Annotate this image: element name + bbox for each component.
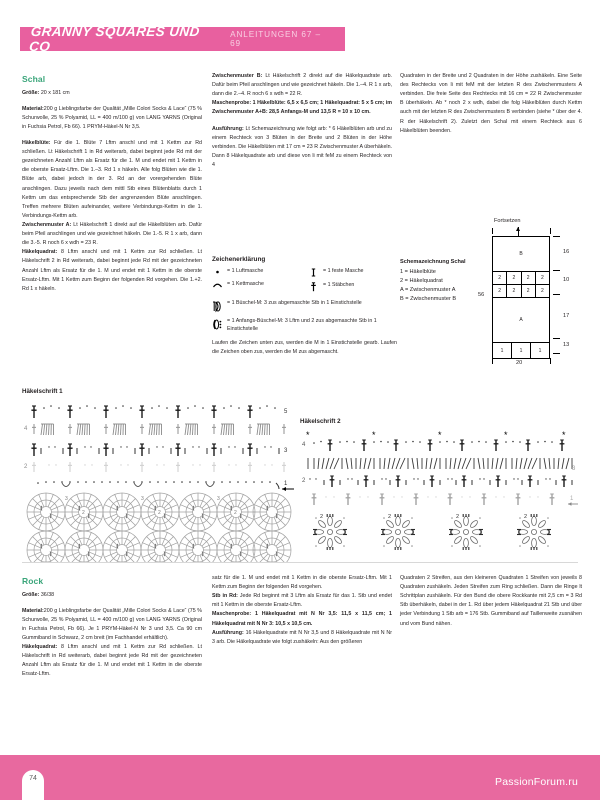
dim-tick [550, 358, 551, 364]
page-number-badge: 74 [22, 770, 44, 800]
rock-section-title: Rock [22, 576, 44, 586]
schal-haekelbluete-label: Häkelblüte: [22, 140, 51, 147]
rock-haekelquadrat-label: Häkelquadrat: [22, 644, 58, 651]
schema-cell: 2 [540, 288, 544, 294]
rock-maschenprobe [212, 610, 392, 628]
zeichenerklaerung-title: Zeichenerklärung [212, 256, 266, 263]
svg-text:2: 2 [456, 514, 460, 520]
repeat-markers [306, 430, 566, 440]
svg-text:*: * [306, 430, 310, 440]
schema-cell: B [519, 251, 523, 257]
zeichenerklaerung-block [212, 256, 397, 357]
schal-haekelbluete-text: Für die 1. Blüte 7 Lftm anschl und mit 1 Kettm zur Rd schließen. Lt Häkelschrift 1 in Rd weiterarb, dabei beginnt jede Rd mit der gezeichneten Anzahl Lftm als Ersatz für die 1. M und endet mit 1 Kettm in die oberste Ersatz-Lftm. Die 1.–3. Rd 1 x häkeln. Alle folg Blüten wie die 1. Blüte arb, dabei jedoch in der 3. Rd an der vorergehenden Blüte anschlingen. Dazu jeweils nach dem mittl Stb eines Blütenblatts durch 1 Kettm um das entsprechende Stb der angrenzenden Blüte anschlingen. Treffen mehrere Blüten aufeinander, weitere Verbindungs-Kettm in die 1. Verbindungs-Kettm arb. [22, 140, 202, 219]
schema-dim-16: 16 [563, 249, 570, 255]
schal-material-label: Material: [22, 105, 44, 112]
schal-material [22, 105, 202, 132]
schemazeichnung-schal [398, 218, 593, 378]
schema-dim-13: 13 [563, 342, 570, 348]
schal-haekelquadrat [22, 248, 202, 294]
svg-text:2: 2 [234, 510, 237, 516]
legend-col-left [212, 268, 298, 296]
schema-row-a [493, 298, 549, 343]
schema-cell: 1 [538, 347, 542, 354]
row-number-3: 3 [572, 466, 576, 472]
schal-ausfuehrung-label: Ausführung: [212, 125, 244, 132]
section-divider [22, 562, 578, 563]
legend-note: Laufen die Zeichen unten zus, werden die M in 1 Einstichstelle gearb. Laufen die Zeichen oben zus, werden die M zus abgemascht. [212, 340, 397, 356]
rock-size-value: 36/38 [40, 591, 55, 598]
legend-symbol-grid [212, 268, 397, 296]
svg-text:3: 3 [217, 496, 220, 502]
row-number-1: 1 [284, 481, 288, 487]
schal-size [22, 89, 202, 98]
schema-dim-56: 56 [478, 292, 485, 298]
haekelschrift2-svg [300, 428, 578, 560]
column-three [400, 72, 582, 136]
legend-item [308, 268, 394, 279]
schal-haekelquadrat-label: Häkelquadrat: [22, 249, 58, 256]
schema-dim-17: 17 [563, 313, 570, 319]
legend-item [212, 318, 397, 334]
schal-ausfuehrung-cont: Quadraten in der Breite und 2 Quadraten in der Höhe zushäkeln. Eine Seite des Rechtecks von li mit feM mit der letzten R des Zwischenmusters A verbinden. Die freie Seite des Rechtecks mit 16 cm = 22 R Zwischenmuster B überhäkeln. Ab * noch 2 x wdh, dabei die folg Häkelblüten durch Kettm auch mit der letzten R des Zwischenmusters B verbinden (siehe * über der 4. R der Häkelschrift 2). Zuletzt den Schal mit einem Rechteck aus 6 Häkelblüten beenden. [400, 73, 582, 134]
svg-text:2: 2 [158, 510, 161, 516]
schal-haekelquadrat-text: 8 Lftm anschl und mit 1 Kettm zur Rd schließen. Lt Häkelschrift 2 in Rd weiterarb, dabei beginnt jede Rd mit der gezeichneten Anzahl Lftm als Ersatz für die 1. M und endet mit 1 Kettm in die oberste Ersatz-Lftm. Mit 1 Kettm zum Beginn der folgenden Rd vorgehen. Die 1.+2. Rd 1 x häkeln. [22, 249, 202, 292]
row-number-4: 4 [24, 426, 28, 432]
rock-maschenprobe-text: 1 Häkelquadrat mit N Nr 3,5: 11,5 x 11,5 cm; 1 Häkelquadrat mit N Nr 3: 10,5 x 10,5 cm. [212, 611, 392, 627]
svg-text:*: * [504, 430, 508, 440]
schal-size-value: 20 x 181 cm [40, 89, 70, 96]
luftmasche-icon [212, 268, 223, 278]
schema-legend-item: 1 = Häkelblüte [400, 269, 436, 276]
dim-tick [553, 270, 560, 271]
schema-dim-10: 10 [563, 277, 570, 283]
schema-grid [492, 236, 550, 359]
row-number-5: 5 [284, 409, 288, 415]
svg-text:*: * [562, 430, 566, 440]
page-subtitle: ANLEITUNGEN 67 – 69 [230, 29, 321, 48]
haekelschrift1-svg [22, 400, 294, 562]
schal-ausfuehrung-text-part: Lt Schemazeichnung wie folgt arb: * 6 Häkelblüten arb und zu einem Rechteck von 3 Blüten in der Breite und 2 Blüten in der Höhe verbinden. Die Häkelblüten mit 17 cm = 23 R Zwischenmuster A überhäkeln. Dann 8 Häkelquadrate arb und diese von li mit feM zu einem Rechteck von 4 [212, 125, 392, 168]
schal-material-text: 200 g Lieblingsfarbe der Qualität „Mille Colori Socks & Lace“ (75 % Schurwolle, 25 % Polyamid, LL = 400 m/100 g) von LANG YARNS (Original in Fuchsia Petrol, Fb 66). 1 PRYM-Häkel-N Nr 3,5. [22, 105, 202, 130]
start-arrow-icon [282, 487, 294, 491]
feste-masche-icon [308, 268, 319, 279]
rock-stb-text: Jede Rd beginnt mit 3 Lftm als Ersatz für das 1. Stb und endet mit 1 Kettm in die oberste Ersatz-Lftm. [212, 593, 392, 609]
legend-item [212, 300, 397, 315]
dim-tick [553, 294, 560, 295]
svg-text:3: 3 [65, 496, 68, 502]
legend-item-label: = 1 Kettmasche [227, 280, 264, 287]
schal-zwischenmuster-b-label: Zwischenmuster B: [212, 73, 263, 79]
schema-row-1 [493, 343, 549, 358]
rock-material-label: Material: [22, 607, 44, 614]
schal-maschenprobe-label: Maschenprobe: [212, 100, 252, 107]
legend-item-label: = 1 Luftmasche [227, 268, 264, 274]
dim-tick [553, 338, 560, 339]
row-number-2: 2 [24, 464, 28, 470]
svg-text:2: 2 [524, 514, 528, 520]
kettmasche-icon [212, 281, 223, 291]
schema-cell: 2 [493, 285, 507, 297]
legend-item-label: = 1 Büschel-M: 3 zus abgemaschte Stb in 1 Einstichstelle [227, 300, 362, 307]
schal-zwischenmuster-b [212, 72, 392, 99]
buendel-icon [212, 300, 223, 315]
schal-maschenprobe-text: 1 Häkelblüte: 6,5 x 6,5 cm; 1 Häkelquadrat: 5 x 5 cm; im Zwischenmuster A+B: 28,5 Anfangs-M und 13,5 R = 10 x 10 cm. [212, 100, 392, 116]
dim-tick [553, 353, 560, 354]
rock-ausfuehrung-label: Ausführung: [212, 629, 244, 636]
haekelschrift2-label: Häkelschrift 2 [300, 418, 341, 425]
haekelschrift1-chart [22, 400, 294, 562]
rock-ausfuehrung [212, 629, 392, 647]
schema-cell: 1 [512, 343, 531, 358]
rock-haekelquadrat-text: 8 Lftm anschl und mit 1 Kettm zur Rd schließen. Lt Häkelschrift in Rd weiterarb, dabei beginnt jede Rd mit der gezeichneten Anzahl Lftm als Ersatz für die 1. M und endet mit 1 Kettm in die oberste Ersatz-Lftm. [22, 644, 202, 678]
schema-row-2b [493, 285, 549, 298]
schal-zwischenmuster-b-text: Lt Häkelschrift 2 direkt auf die Häkelquadrate arb. Dafür beim Pfeil anschlingen und wie gezeichnet häkeln. Die 1.–4. R 1 x arb, dann die 2.–4. R noch 6 x wdh = 22 R. [212, 73, 392, 98]
rock-haekelquadrat-cont: satz für die 1. M und endet mit 1 Kettm in die oberste Ersatz-Lftm. Mit 1 Kettm zum Beginn der folgenden Rd vorgehen. [212, 575, 392, 591]
schal-haekelbluete [22, 139, 202, 221]
schema-row-2a [493, 272, 549, 285]
schema-cell: 2 [522, 285, 536, 297]
rock-size-label: Größe: [22, 591, 40, 598]
legend-col-right [308, 268, 394, 296]
dim-tick [550, 228, 551, 234]
column-two [212, 72, 392, 170]
rock-ausfuehrung-part: 16 Häkelquadrate mit N Nr 3,5 und 8 Häkelquadrate mit N Nr 3 arb. Die Häkelquadrate wie folgt zushäkeln: Aus den größeren [212, 629, 392, 645]
svg-text:*: * [438, 430, 442, 440]
rock-column-three [400, 574, 582, 629]
rock-column-two [212, 574, 392, 647]
schema-cell: 1 [493, 343, 512, 358]
footer-bar [0, 755, 600, 800]
schema-cell: 2 [493, 272, 507, 284]
schema-legend-item: A = Zwischenmuster A [400, 287, 456, 294]
row-number-2: 2 [302, 478, 306, 484]
page-header-bar [20, 24, 345, 54]
svg-text:2: 2 [388, 514, 392, 520]
column-one [22, 72, 202, 294]
staebchen-icon [308, 282, 319, 294]
row-number-3: 3 [284, 448, 288, 454]
legend-item [212, 268, 298, 278]
schal-maschenprobe [212, 99, 392, 117]
row-number-1: 1 [570, 496, 574, 502]
schema-cell: A [519, 317, 523, 323]
rock-stb-label: Stb in Rd: [212, 593, 238, 600]
schal-zwischenmuster-a-text: Lt Häkelschrift 1 direkt auf die Häkelblüten arb. Dafür beim Pfeil anschlingen und wie gezeichnet häkeln. Die 1.-5. R 1 x arb, dann die 3.-5. R noch 6 x wdh = 23 R. [22, 222, 202, 247]
start-arrow-icon [568, 502, 578, 506]
page-title: GRANNY SQUARES UND CO [28, 24, 201, 54]
rock-stb [212, 592, 392, 610]
schema-dim-20: 20 [516, 360, 523, 366]
schema-cell: 2 [507, 285, 521, 297]
rock-haekelquadrat [22, 643, 202, 679]
schema-title: Schemazeichnung Schal [400, 259, 466, 265]
rock-ausfuehrung-cont: Quadraten 2 Streifen, aus den kleineren Quadraten 1 Streifen von jeweils 8 Quadraten zushäkeln. Jeden Streifen zum Ring schließen. Dann die Ringe lt Schrittplan zushäkeln. Für den Bund die obere Rockkante mit 2,5 cm = 3 Rd Stb überhäkeln, dabei in der 1. Rd über jedem Häkelquadrat 21 Stb und über jeder Verbindung 1 Stb arb = 176 Stb. Gummiband auf Taillenweite zusnähen und vom Bund nähen. [400, 575, 582, 627]
watermark: PassionForum.ru [495, 776, 578, 788]
svg-text:2: 2 [320, 514, 324, 520]
haekelschrift1-label: Häkelschrift 1 [22, 388, 63, 395]
rock-material-text: 200 g Lieblingsfarbe der Qualität „Mille Colori Socks & Lace“ (75 % Schurwolle, 25 % Polyamid, LL = 400 m/100 g) von LANG YARNS (Original in Fuchsia Petrol, Fb 66). Je 1 PRYM-Häkel-N Nr 3 und 3,5. Ca 90 cm Gummiband in Schwarz, 2 cm breit (im Fachhandel erhältlich). [22, 607, 202, 642]
rock-material [22, 607, 202, 643]
legend-item [212, 281, 298, 291]
dim-tick [553, 236, 560, 237]
legend-item-label: = 1 feste Masche [323, 268, 364, 274]
svg-text:2: 2 [82, 510, 85, 516]
schema-legend-item: 2 = Häkelquadrat [400, 278, 443, 285]
row-number-4: 4 [302, 442, 306, 448]
dim-tick [492, 358, 493, 364]
schal-size-label: Größe: [22, 89, 40, 96]
schal-zwischenmuster-a [22, 221, 202, 248]
legend-item [308, 282, 394, 294]
anfangs-buendel-icon [212, 318, 223, 333]
schema-cell: 2 [507, 272, 521, 284]
dim-tick [492, 228, 493, 234]
schema-row-b [493, 237, 549, 272]
schema-legend-item: B = Zwischenmuster B [400, 296, 457, 303]
schema-legend [400, 258, 466, 304]
schema-cell: 2 [540, 275, 544, 281]
schal-zwischenmuster-a-label: Zwischenmuster A: [22, 222, 72, 229]
svg-text:*: * [372, 430, 376, 440]
schal-section-title: Schal [22, 74, 46, 84]
rock-column-one [22, 574, 202, 680]
fortsetzen-label: Fortsetzen [494, 218, 521, 224]
legend-item-label: = 1 Stäbchen [323, 281, 355, 288]
schal-ausfuehrung [212, 125, 392, 171]
rock-maschenprobe-label: Maschenprobe: [212, 611, 252, 618]
svg-text:3: 3 [141, 496, 144, 502]
rock-size [22, 591, 202, 600]
schema-cell: 2 [522, 272, 536, 284]
haekelschrift2-chart [300, 428, 578, 560]
legend-item-label: = 1 Anfangs-Büschel-M: 3 Lftm und 2 zus abgemaschte Stb in 1 Einstichstelle [227, 318, 377, 333]
